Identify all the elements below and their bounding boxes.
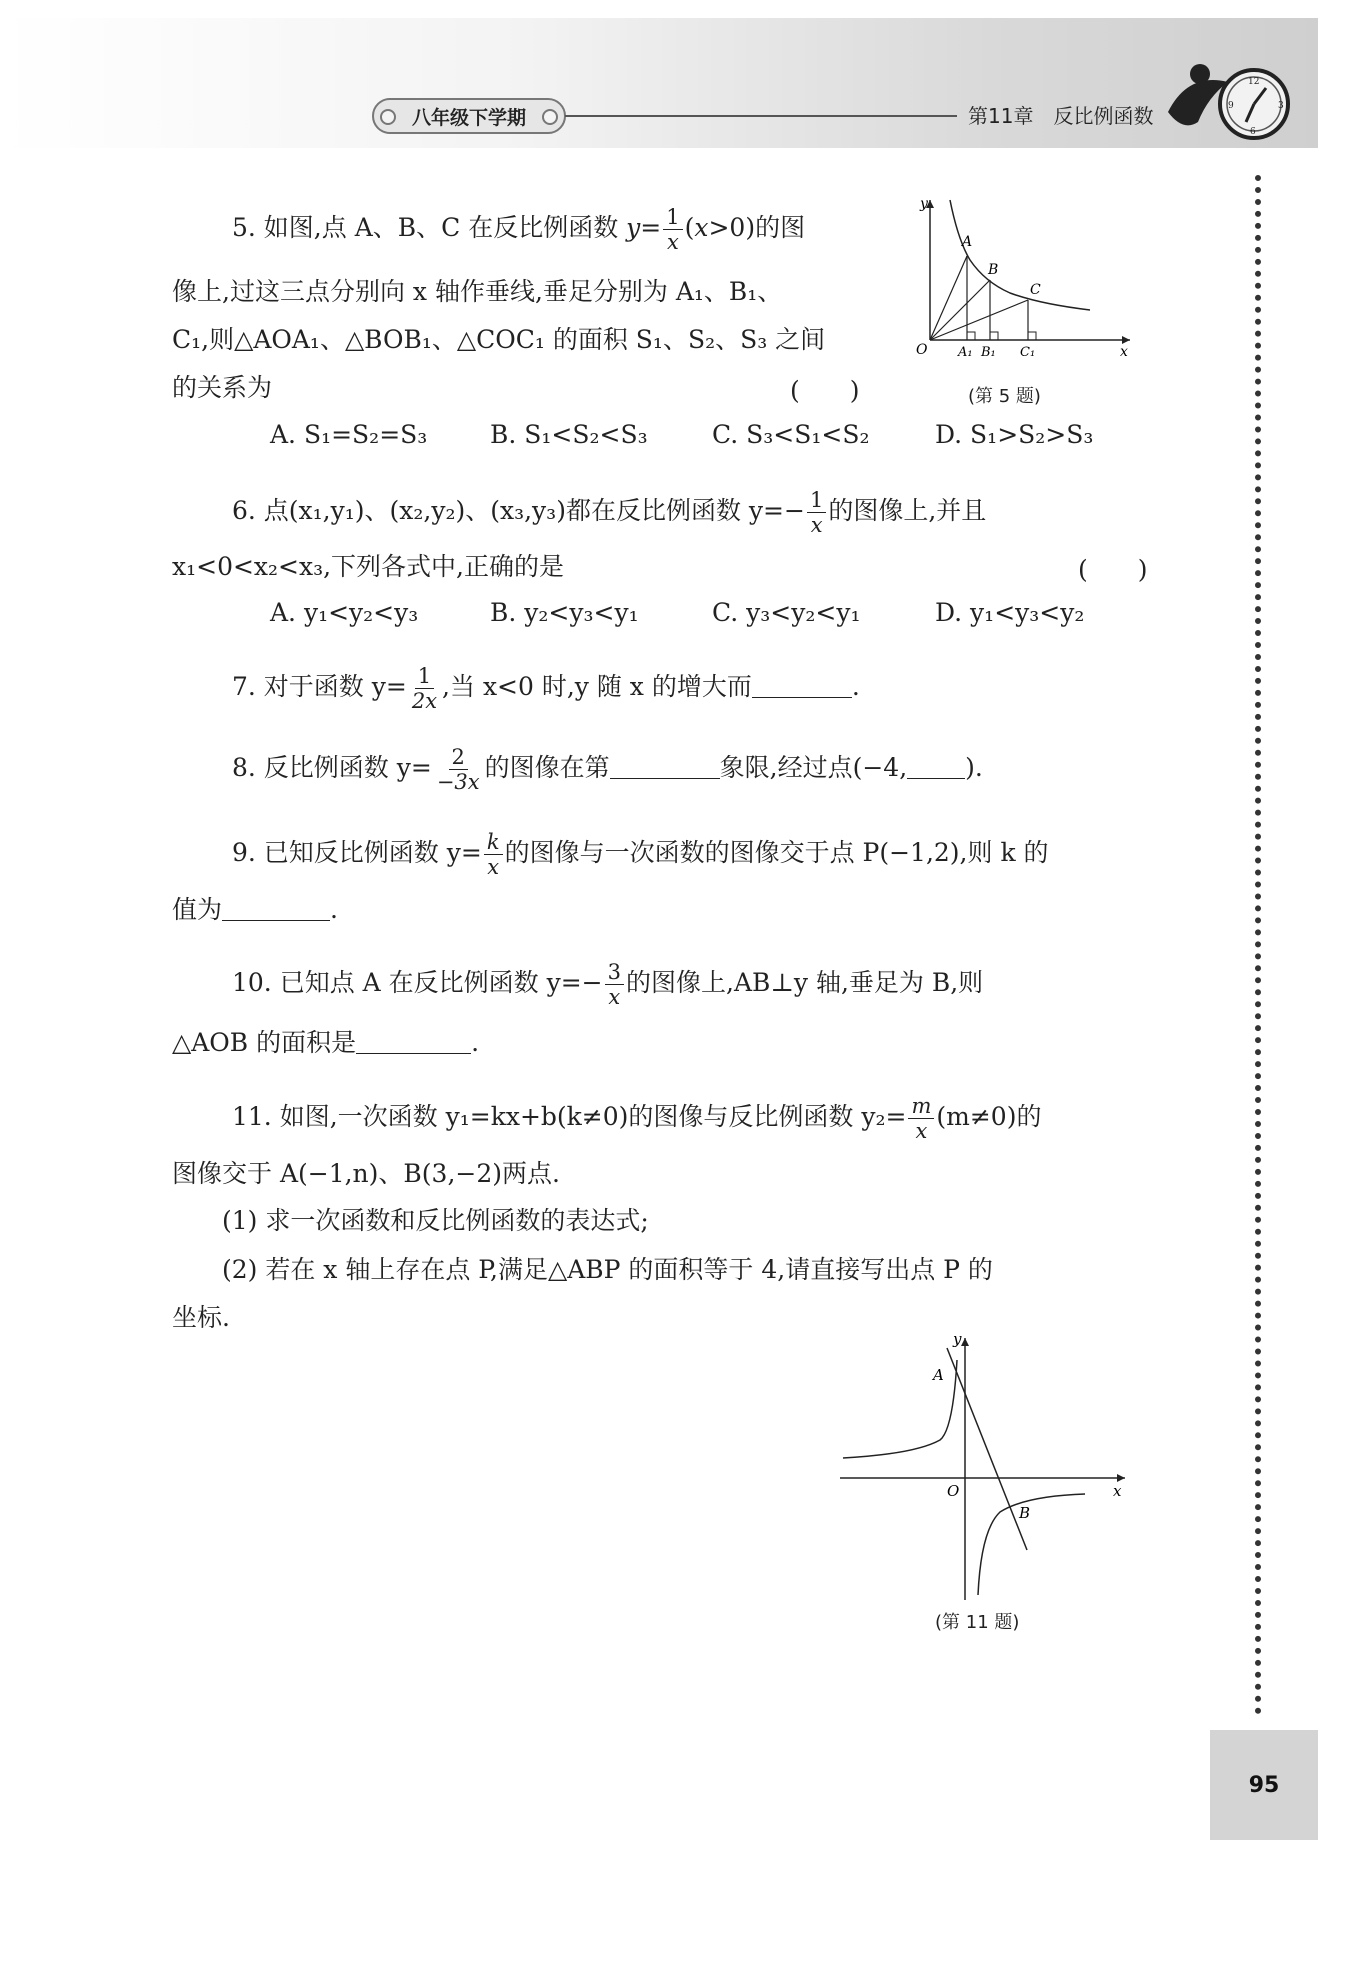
q5-option-b: B. S₁<S₂<S₃ (490, 420, 648, 449)
q10-fraction: $\frac{3}{x}$ (605, 960, 624, 1009)
pill-dot-icon (380, 109, 396, 125)
q5-option-d: D. S₁>S₂>S₃ (935, 420, 1094, 449)
q6-option-c: C. y₃<y₂<y₁ (712, 598, 861, 627)
q5-line3: C₁,则△AOA₁、△BOB₁、△COC₁ 的面积 S₁、S₂、S₃ 之间 (172, 325, 826, 354)
q11-fraction: $\frac{m}{x}$ (908, 1094, 934, 1143)
fig5-x-label: x (1120, 344, 1128, 360)
q10-line2: △AOB 的面积是 . (172, 1028, 480, 1057)
q7-line: 7. 对于函数 y= $\frac{1}{2x}$ ,当 x<0 时,y 随 x 的增大而 . (232, 664, 860, 713)
compass-runner-icon (1158, 52, 1298, 148)
q5-option-a: A. S₁=S₂=S₃ (270, 420, 428, 449)
fig5-point-a: A (962, 234, 973, 250)
q9-line2: 值为 . (172, 895, 338, 924)
q5-figure-caption: (第 5 题) (968, 386, 1041, 407)
fig11-origin-label: O (947, 1482, 960, 1500)
q6-fraction: $\frac{1}{x}$ (807, 488, 826, 537)
page-number-tab (1210, 1730, 1318, 1840)
q11-figure-caption: (第 11 题) (935, 1612, 1020, 1633)
q8-coordinate-blank[interactable] (907, 754, 965, 779)
q11-line1: 11. 如图,一次函数 y₁=kx+b(k≠0)的图像与反比例函数 y₂= $\frac{m}{x}$ (m≠0)的 (232, 1094, 1042, 1143)
q11-part2-cont: 坐标. (172, 1303, 230, 1332)
q11-part1: (1) 求一次函数和反比例函数的表达式; (222, 1206, 649, 1235)
svg-text:9: 9 (1228, 101, 1234, 111)
q6-option-a: A. y₁<y₂<y₃ (270, 598, 419, 627)
fig5-point-c: C (1030, 282, 1041, 298)
q5-figure (900, 190, 1140, 360)
margin-dotted-rule (1255, 175, 1261, 1715)
q7-fraction: $\frac{1}{2x}$ (411, 664, 438, 713)
q9-line1: 9. 已知反比例函数 y= $\frac{k}{x}$ 的图像与一次函数的图像交于点 P(−1,2),则 k 的 (232, 830, 1049, 879)
q8-line: 8. 反比例函数 y= $\frac{2}{-3x}$ 的图像在第 象限,经过点(−4, ). (232, 745, 983, 794)
q10-answer-blank[interactable] (356, 1029, 471, 1054)
fig5-y-label: y (920, 196, 928, 212)
q7-answer-blank[interactable] (752, 673, 852, 698)
q6-answer-paren: ( ) (1078, 555, 1148, 584)
fig5-point-a1: A₁ (958, 345, 973, 360)
q5-line4: 的关系为 (172, 373, 273, 402)
q5-text: 5. 如图,点 A、B、C 在反比例函数 (232, 213, 627, 242)
grade-badge (372, 98, 566, 134)
svg-text:3: 3 (1278, 101, 1284, 111)
fig5-point-c1: C₁ (1020, 345, 1036, 360)
fig5-point-b1: B₁ (981, 345, 996, 360)
q5-line1: 5. 如图,点 A、B、C 在反比例函数 y= $\frac{1}{x}$ (x>0)的图 (232, 205, 806, 254)
chapter-title: 第11章 反比例函数 (968, 104, 1154, 128)
q5-option-c: C. S₃<S₁<S₂ (712, 420, 870, 449)
pill-dot-icon (542, 109, 558, 125)
q8-fraction: $\frac{2}{-3x}$ (436, 745, 480, 794)
svg-text:12: 12 (1248, 77, 1260, 87)
q5-fraction: $\frac{1}{x}$ (663, 205, 682, 254)
fig5-point-b: B (988, 262, 999, 278)
fig11-x-label: x (1113, 1482, 1122, 1500)
q9-answer-blank[interactable] (222, 896, 330, 921)
page-number: 95 (1248, 1772, 1280, 1798)
q5-answer-paren: ( ) (790, 376, 860, 405)
q11-part2: (2) 若在 x 轴上存在点 P,满足△ABP 的面积等于 4,请直接写出点 P 的 (222, 1255, 993, 1284)
fig11-y-label: y (953, 1330, 962, 1348)
q10-line1: 10. 已知点 A 在反比例函数 y=− $\frac{3}{x}$ 的图像上,AB⊥y 轴,垂足为 B,则 (232, 960, 984, 1009)
q11-line2: 图像交于 A(−1,n)、B(3,−2)两点. (172, 1159, 560, 1188)
grade-label: 八年级下学期 (411, 106, 526, 129)
q5-line2: 像上,过这三点分别向 x 轴作垂线,垂足分别为 A₁、B₁、 (172, 277, 783, 306)
header-divider (565, 115, 957, 117)
q6-option-d: D. y₁<y₃<y₂ (935, 598, 1085, 627)
q6-line1: 6. 点(x₁,y₁)、(x₂,y₂)、(x₃,y₃)都在反比例函数 y=− $\frac{1}{x}$ 的图像上,并且 (232, 488, 987, 537)
q6-option-b: B. y₂<y₃<y₁ (490, 598, 639, 627)
q9-fraction: $\frac{k}{x}$ (484, 830, 503, 879)
svg-text:6: 6 (1250, 127, 1256, 137)
q8-quadrant-blank[interactable] (610, 754, 720, 779)
q11-figure (835, 1330, 1135, 1610)
fig11-point-b: B (1019, 1504, 1031, 1522)
fig11-point-a: A (933, 1366, 944, 1384)
fig5-origin-label: O (916, 342, 928, 358)
q6-line2: x₁<0<x₂<x₃,下列各式中,正确的是 (172, 552, 565, 581)
